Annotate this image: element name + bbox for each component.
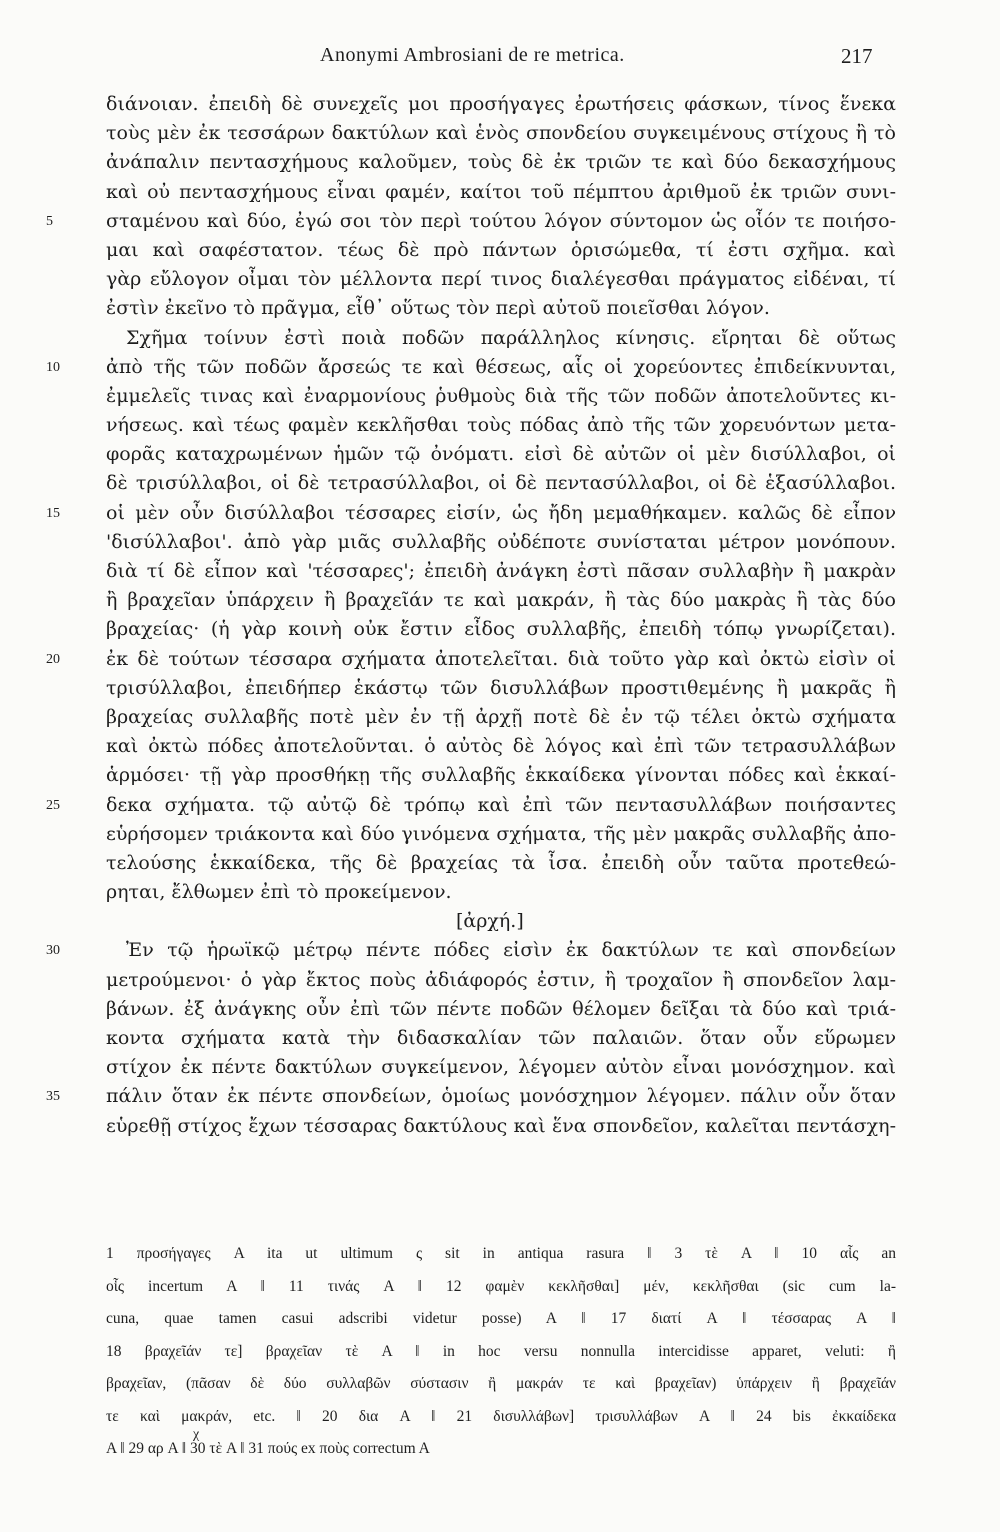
line-number: 15: [46, 505, 60, 521]
line-text: τελούσης ἑκκαίδεκα, τῆς δὲ βραχείας τὰ ἶσα. ἐπειδὴ οὖν ταῦτα προτεθεώ-: [106, 851, 896, 874]
footnote-line: [106, 1427, 896, 1466]
line-text: πάλιν ὅταν ἐκ πέντε σπονδείων, ὁμοίως μονόσχημον λέγομεν. πάλιν οὖν ὅταν: [106, 1085, 896, 1108]
line-text: ρηται, ἔλθωμεν ἐπὶ τὸ προκείμενον.: [106, 881, 452, 904]
line-text: καὶ οὐ πεντασχήμους εἶναι φαμέν, καίτοι τοῦ πέμπτου ἀριθμοῦ ἐκ τριῶν συνι-: [106, 180, 896, 203]
footnote-text: βραχεῖαν, (πᾶσαν δὲ δύο συλλαβῶν σύστασιν ἢ μακράν τε καὶ βραχεῖαν) ὑπάρχειν ἢ βραχεῖάν: [106, 1375, 896, 1392]
footnote-line: [106, 1238, 896, 1271]
footnote-text: cuna, quae tamen casui adscribi videtur posse) A ‖ 17 διατί A ‖ τέσσαρας A ‖: [106, 1310, 896, 1327]
line-text: ἐστὶν ἐκεῖνο τὸ πρᾶγμα, εἶθ᾽ οὕτως τὸν περὶ αὐτοῦ ποιεῖσθαι λόγον.: [106, 297, 770, 320]
line-text: γὰρ εὔλογον οἶμαι τὸν μέλλοντα περί τινος διαλέγεσθαι πράγματος εἰδέναι, τί: [106, 268, 896, 291]
line-text: δὲ τρισύλλαβοι, οἱ δὲ τετρασύλλαβοι, οἱ δὲ πεντασύλλαβοι, οἱ δὲ ἑξασύλλαβοι.: [106, 472, 896, 495]
line-text: μαι καὶ σαφέστατον. τέως δὲ πρὸ πάντων ὁρισώμεθα, τί ἐστι σχῆμα. καὶ: [106, 238, 896, 261]
line-text: ἐκ δὲ τούτων τέσσαρα σχήματα ἀποτελεῖται. διὰ τοῦτο γὰρ καὶ ὀκτὼ εἰσὶν οἱ: [106, 647, 896, 670]
critical-apparatus: [106, 1238, 896, 1466]
text-line: [106, 265, 896, 294]
text-line: [106, 178, 896, 207]
superscript-correction: χ: [193, 1427, 200, 1442]
text-line: [106, 324, 896, 353]
text-line: [46, 791, 896, 820]
text-line: [106, 820, 896, 849]
text-line: [106, 119, 896, 148]
text-line: [106, 1053, 896, 1082]
line-text: ἁρμόσει· τῇ γὰρ προσθήκῃ τῆς συλλαβῆς ἑκκαίδεκα γίνονται πόδες καὶ ἑκκαί-: [106, 764, 896, 787]
line-text: 'δισύλλαβοι'. ἀπὸ γὰρ μιᾶς συλλαβῆς οὐδέποτε συνίσταται μέτρον μονόπουν.: [106, 530, 896, 553]
page-number: 217: [841, 44, 873, 68]
text-line: [46, 1082, 896, 1111]
line-number: 25: [46, 797, 60, 813]
line-text: δεκα σχήματα. τῷ αὐτῷ δὲ τρόπῳ καὶ ἐπὶ τῶν πεντασυλλάβων ποιήσαντες: [106, 793, 896, 816]
text-line: [106, 440, 896, 469]
footnote-line: [106, 1368, 896, 1401]
text-line: [46, 645, 896, 674]
text-line: [46, 936, 896, 965]
footnote-line: [106, 1336, 896, 1369]
text-line: [106, 703, 896, 732]
text-line: [106, 90, 896, 119]
line-number: 10: [46, 359, 60, 375]
text-line: [106, 674, 896, 703]
footnote-line: [106, 1271, 896, 1304]
footnote-line: [106, 1401, 896, 1434]
text-line: [46, 353, 896, 382]
text-line: [46, 499, 896, 528]
line-text: Σχῆμα τοίνυν ἐστὶ ποιὰ ποδῶν παράλληλος κίνησις. εἴρηται δὲ οὕτως: [126, 326, 896, 349]
line-text: Ἐν τῷ ἡρωϊκῷ μέτρῳ πέντε πόδες εἰσὶν ἐκ δακτύλων τε καὶ σπονδείων: [126, 939, 896, 962]
text-line: [106, 615, 896, 644]
line-number: 20: [46, 651, 60, 667]
line-text: στίχον ἐκ πέντε δακτύλων συγκείμενον, λέγομεν αὐτὸν εἶναι μονόσχημον. καὶ: [106, 1056, 896, 1079]
line-text: τοὺς μὲν ἐκ τεσσάρων δακτύλων καὶ ἑνὸς σπονδείου συγκειμένους στίχους ἢ τὸ: [106, 122, 896, 145]
line-text: εὑρήσομεν τριάκοντα καὶ δύο γινόμενα σχήματα, τῆς μὲν μακρᾶς συλλαβῆς ἀπο-: [106, 822, 896, 845]
footnote-text: A ‖ 29 αρ A ‖ 30 τὲ A ‖ 31 πούς ex ποὺς correctum A: [106, 1440, 430, 1457]
footnote-text: 1 προσήγαγες A ita ut ultimum ς sit in antiqua rasura ‖ 3 τὲ A ‖ 10 αἷς an: [106, 1245, 896, 1262]
line-text: καὶ ὀκτὼ πόδες ἀποτελοῦνται. ὁ αὐτὸς δὲ λόγος καὶ ἐπὶ τῶν τετρασυλλάβων: [106, 735, 896, 758]
line-text: ἀπὸ τῆς τῶν ποδῶν ἄρσεώς τε καὶ θέσεως, αἷς οἱ χορεύοντες ἐπιδείκνυνται,: [106, 355, 896, 378]
line-text: μετρούμενοι· ὁ γὰρ ἔκτος ποὺς ἀδιάφορός ἐστιν, ἢ τροχαῖον ἢ σπονδεῖον λαμ-: [106, 968, 896, 991]
line-text: σταμένου καὶ δύο, ἐγώ σοι τὸν περὶ τούτου λόγον σύντομον ὡς οἷόν τε ποιήσο-: [106, 209, 896, 232]
line-text: [ἀρχή.]: [456, 910, 524, 933]
line-text: ἐμμελεῖς τινας καὶ ἐναρμονίους ῥυθμοὺς διὰ τῆς τῶν ποδῶν ἀποτελοῦντες κι-: [106, 384, 896, 407]
text-line: [106, 236, 896, 265]
running-head: [0, 44, 1000, 74]
line-number: 5: [46, 213, 53, 229]
line-text: διάνοιαν. ἐπειδὴ δὲ συνεχεῖς μοι προσήγαγες ἐρωτήσεις φάσκων, τίνος ἕνεκα: [106, 93, 896, 115]
text-line: [106, 966, 896, 995]
text-line: [46, 207, 896, 236]
footnote-line: [106, 1303, 896, 1336]
line-text: οἱ μὲν οὖν δισύλλαβοι τέσσαρες εἰσίν, ὡς ἤδη μεμαθήκαμεν. καλῶς δὲ εἶπον: [106, 501, 896, 524]
footnote-text: οἷς incertum A ‖ 11 τινάς A ‖ 12 φαμὲν κεκλῆσθαι] μέν, κεκλῆσθαι (sic cum la-: [106, 1277, 896, 1295]
text-line: [106, 294, 896, 323]
text-line: [106, 732, 896, 761]
text-line: [106, 528, 896, 557]
text-line: [106, 557, 896, 586]
main-text: [46, 90, 896, 1141]
text-line: [106, 878, 896, 907]
line-text: διὰ τί δὲ εἶπον καὶ 'τέσσαρες'; ἐπειδὴ ἀνάγκη ἐστὶ πᾶσαν συλλαβὴν ἢ μακρὰν: [106, 560, 896, 582]
running-title: Anonymi Ambrosiani de re metrica.: [320, 44, 625, 66]
text-line: [106, 586, 896, 615]
footnote-text: τε καὶ μακράν, etc. ‖ 20 δια A ‖ 21 δισυλλάβων] τρισυλλάβων A ‖ 24 bis ἐκκαίδεκα: [106, 1407, 896, 1425]
text-line: [106, 469, 896, 498]
line-text: ἀνάπαλιν πεντασχήμους καλοῦμεν, τοὺς δὲ ἐκ τριῶν τε καὶ δύο δεκασχήμους: [106, 151, 896, 174]
line-text: τρισύλλαβοι, ἐπειδήπερ ἑκάστῳ τῶν δισυλλάβων προστιθεμένης ἢ μακρᾶς ἢ: [106, 676, 896, 699]
line-text: βραχείας συλλαβῆς ποτὲ μὲν ἐν τῇ ἀρχῇ ποτὲ δὲ ἐν τῷ τέλει ὀκτὼ σχήματα: [106, 705, 896, 728]
text-line: [106, 1024, 896, 1053]
text-line: [106, 995, 896, 1024]
line-text: βάνων. ἐξ ἀνάγκης οὖν ἐπὶ τῶν πέντε ποδῶν θέλομεν δεῖξαι τὰ δύο καὶ τριά-: [106, 997, 896, 1020]
line-text: ἢ βραχεῖαν ὑπάρχειν ἢ βραχεῖάν τε καὶ μακράν, ἢ τὰς δύο μακρὰς ἢ τὰς δύο: [106, 589, 896, 612]
line-text: φορᾶς καταχρωμένων ἡμῶν τῷ ὀνόματι. εἰσὶ δὲ αὐτῶν οἱ μὲν δισύλλαβοι, οἱ: [106, 443, 896, 466]
text-line: [106, 1112, 896, 1141]
text-line: [106, 382, 896, 411]
text-line: [106, 761, 896, 790]
line-text: νήσεως. καὶ τέως φαμὲν κεκλῆσθαι τοὺς πόδας ἀπὸ τῆς τῶν χορευόντων μετα-: [106, 414, 896, 437]
line-number: 30: [46, 943, 60, 959]
line-text: εὑρεθῇ στίχος ἔχων τέσσαρας δακτύλους καὶ ἕνα σπονδεῖον, καλεῖται πεντάσχη-: [106, 1114, 896, 1137]
line-text: βραχείας· (ἡ γὰρ κοινὴ οὐκ ἔστιν εἶδος συλλαβῆς, ἐπειδὴ τόπῳ γνωρίζεται).: [106, 618, 896, 641]
line-text: κοντα σχήματα κατὰ τὴν διδασκαλίαν τῶν παλαιῶν. ὅταν οὖν εὕρωμεν: [106, 1027, 896, 1049]
text-line: [106, 849, 896, 878]
text-line: [106, 411, 896, 440]
section-heading: [106, 907, 896, 936]
text-line: [106, 148, 896, 177]
footnote-text: 18 βραχεῖάν τε] βραχεῖαν τὲ A ‖ in hoc versu nonnulla intercidisse apparet, veluti: ἢ: [106, 1342, 896, 1360]
line-number: 35: [46, 1089, 60, 1105]
